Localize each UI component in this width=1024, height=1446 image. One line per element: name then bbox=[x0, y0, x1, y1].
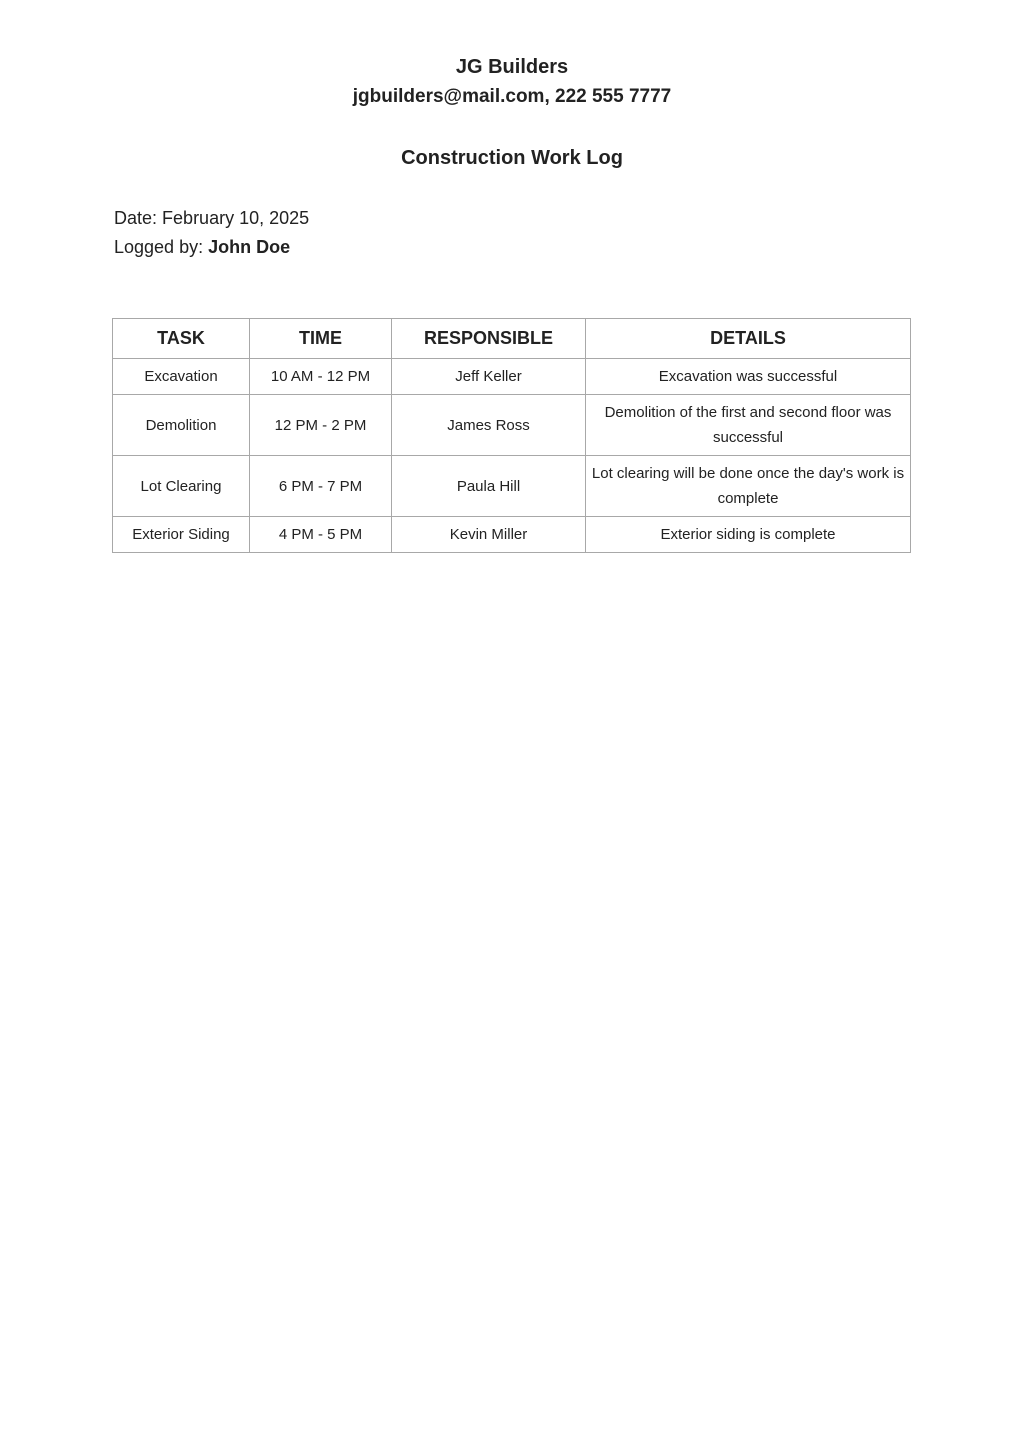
logged-by bbox=[114, 235, 290, 259]
table-row bbox=[113, 359, 911, 395]
time-cell: 12 PM - 2 PM bbox=[250, 395, 392, 456]
time-cell: 4 PM - 5 PM bbox=[250, 517, 392, 553]
responsible-cell: Jeff Keller bbox=[392, 359, 586, 395]
details-cell: Lot clearing will be done once the day's work is complete bbox=[586, 456, 911, 517]
column-header-details: DETAILS bbox=[586, 319, 911, 359]
logged-by-label: Logged by: bbox=[114, 237, 204, 257]
company-name: JG Builders bbox=[455, 56, 569, 78]
time-cell: 10 AM - 12 PM bbox=[250, 359, 392, 395]
table-row bbox=[113, 517, 911, 553]
work-log-table bbox=[112, 318, 911, 553]
details-cell: Exterior siding is complete bbox=[586, 517, 911, 553]
responsible-cell: James Ross bbox=[392, 395, 586, 456]
table-header-row bbox=[113, 319, 911, 359]
page-title: Construction Work Log bbox=[401, 147, 623, 169]
details-cell: Excavation was successful bbox=[586, 359, 911, 395]
column-header-responsible: RESPONSIBLE bbox=[392, 319, 586, 359]
details-cell: Demolition of the first and second floor was successful bbox=[586, 395, 911, 456]
task-cell: Exterior Siding bbox=[113, 517, 250, 553]
date-value: February 10, 2025 bbox=[162, 208, 310, 228]
table-row bbox=[113, 456, 911, 517]
task-cell: Lot Clearing bbox=[113, 456, 250, 517]
date-label: Date: bbox=[114, 208, 158, 228]
log-date bbox=[114, 206, 309, 230]
time-cell: 6 PM - 7 PM bbox=[250, 456, 392, 517]
table-row bbox=[113, 395, 911, 456]
company-contact: jgbuilders@mail.com, 222 555 7777 bbox=[352, 86, 672, 107]
task-cell: Excavation bbox=[113, 359, 250, 395]
responsible-cell: Paula Hill bbox=[392, 456, 586, 517]
task-cell: Demolition bbox=[113, 395, 250, 456]
column-header-time: TIME bbox=[250, 319, 392, 359]
column-header-task: TASK bbox=[113, 319, 250, 359]
responsible-cell: Kevin Miller bbox=[392, 517, 586, 553]
logged-by-name: John Doe bbox=[208, 237, 291, 257]
